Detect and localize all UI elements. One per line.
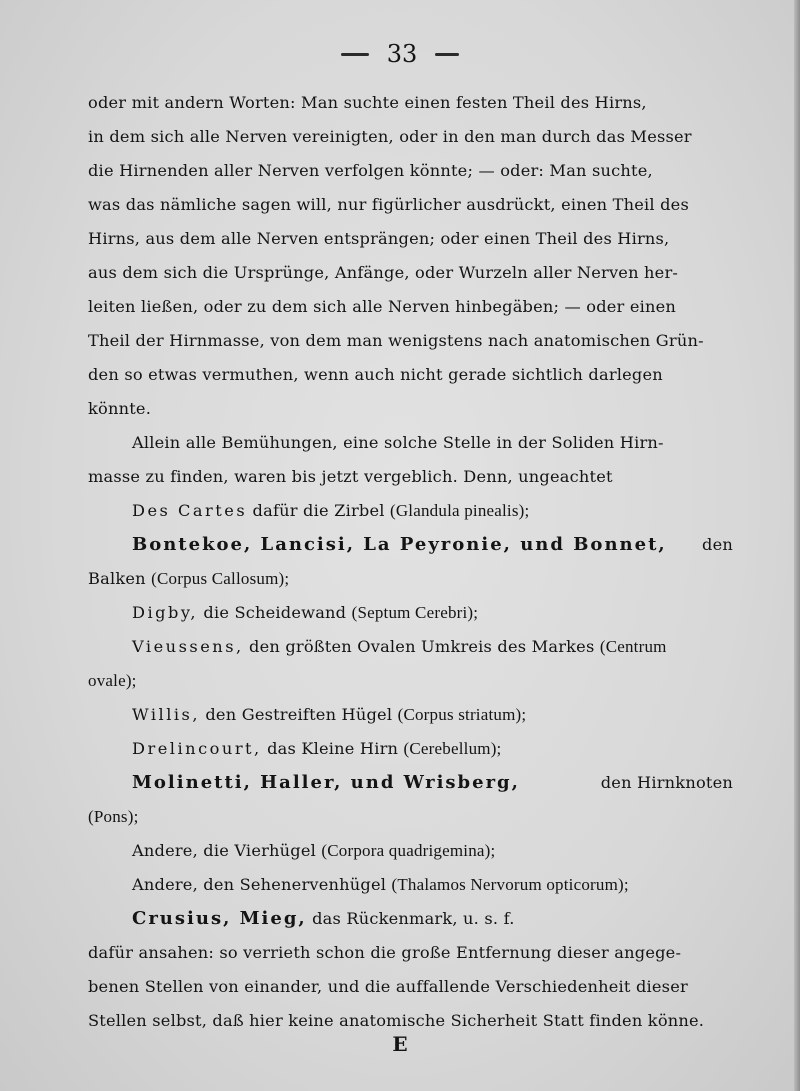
text-line: in dem sich alle Nerven vereinigten, oder in den man durch das Messer — [88, 127, 692, 146]
latin-term: (Corpus Callosum); — [151, 569, 290, 588]
text-line: Allein alle Bemühungen, eine solche Stelle in der Soliden Hirn- — [132, 433, 664, 452]
latin-term: (Thalamos Nervorum opticorum); — [391, 875, 629, 894]
author-name: Digby, — [132, 603, 199, 622]
list-text: den Gestreiften Hügel — [205, 705, 393, 724]
list-text: den Hirnknoten — [600, 773, 733, 792]
list-item-vieussens-cont — [88, 664, 733, 698]
text-line: was das nämliche sagen will, nur figürlicher ausdrückt, einen Theil des — [88, 195, 689, 214]
latin-term: (Glandula pinealis); — [389, 501, 530, 520]
list-text: Andere, die Vierhügel — [132, 841, 317, 860]
text-line: könnte. — [88, 399, 152, 418]
list-text: den größten Ovalen Umkreis des Markes — [249, 637, 595, 656]
author-name: Des Cartes — [132, 501, 248, 520]
list-item-vieussens — [88, 630, 733, 664]
list-text: Balken — [88, 569, 146, 588]
list-text: das Kleine Hirn — [267, 739, 399, 758]
list-item-molinetti-cont — [88, 800, 733, 834]
list-text: Andere, den Sehenervenhügel — [132, 875, 387, 894]
text-line: Hirns, aus dem alle Nerven entsprängen; oder einen Theil des Hirns, — [88, 229, 670, 248]
text-line: die Hirnenden aller Nerven verfolgen könnte; — oder: Man suchte, — [88, 161, 653, 180]
text-line: masse zu finden, waren bis jetzt vergeblich. Denn, ungeachtet — [88, 467, 613, 486]
text-line: dafür ansahen: so verrieth schon die große Entfernung dieser angege- — [88, 943, 682, 962]
header-rule-right — [435, 53, 459, 56]
latin-term: (Cerebellum); — [403, 739, 502, 758]
text-line: leiten ließen, oder zu dem sich alle Nerven hinbegäben; — oder einen — [88, 297, 677, 316]
list-text: die Scheidewand — [203, 603, 347, 622]
text-line: aus dem sich die Ursprünge, Anfänge, oder Wurzeln aller Nerven her- — [88, 263, 679, 282]
latin-term: (Corpus striatum); — [397, 705, 527, 724]
page-header — [0, 40, 800, 68]
latin-term: (Centrum — [599, 637, 667, 656]
text-line: Stellen selbst, daß hier keine anatomische Sicherheit Statt finden könne. — [88, 1011, 705, 1030]
header-rule-left — [341, 53, 369, 56]
latin-term: (Corpora quadrigemina); — [321, 841, 496, 860]
list-item-molinetti — [88, 766, 733, 800]
list-item-willis — [88, 698, 733, 732]
signature-mark: E — [392, 1032, 408, 1056]
text-line: Theil der Hirnmasse, von dem man wenigstens nach anatomischen Grün- — [88, 331, 704, 350]
latin-term: (Septum Cerebri); — [351, 603, 479, 622]
author-name: Vieussens, — [132, 637, 244, 656]
text-line: benen Stellen von einander, und die auffallende Verschiedenheit dieser — [88, 977, 688, 996]
list-item-drelincourt — [88, 732, 733, 766]
list-text: das Rückenmark, u. s. f. — [312, 909, 515, 928]
text-line: oder mit andern Worten: Man suchte einen festen Theil des Hirns, — [88, 93, 647, 112]
latin-term: ovale); — [88, 671, 137, 690]
text-line: den so etwas vermuthen, wenn auch nicht gerade sichtlich darlegen — [88, 365, 663, 384]
list-item-crusius — [88, 902, 733, 936]
body-text — [88, 86, 733, 1038]
list-item-andere-1 — [88, 834, 733, 868]
list-item-andere-2 — [88, 868, 733, 902]
list-item-digby — [88, 596, 733, 630]
author-names: Crusius, Mieg, — [132, 908, 307, 929]
list-text: dafür die Zirbel — [252, 501, 385, 520]
page-number: 33 — [386, 40, 418, 68]
author-name: Drelincourt, — [132, 739, 262, 758]
list-item-bontekoe — [88, 528, 733, 562]
page-edge-shadow — [794, 0, 800, 1091]
list-item-descartes — [88, 494, 733, 528]
latin-term: (Pons); — [88, 807, 139, 826]
author-name: Willis, — [132, 705, 201, 724]
author-names: Molinetti, Haller, und Wrisberg, — [132, 772, 520, 793]
list-text: den — [702, 535, 733, 554]
author-names: Bontekoe, Lancisi, La Peyronie, und Bonnet, — [132, 534, 667, 555]
list-item-bontekoe-cont — [88, 562, 733, 596]
